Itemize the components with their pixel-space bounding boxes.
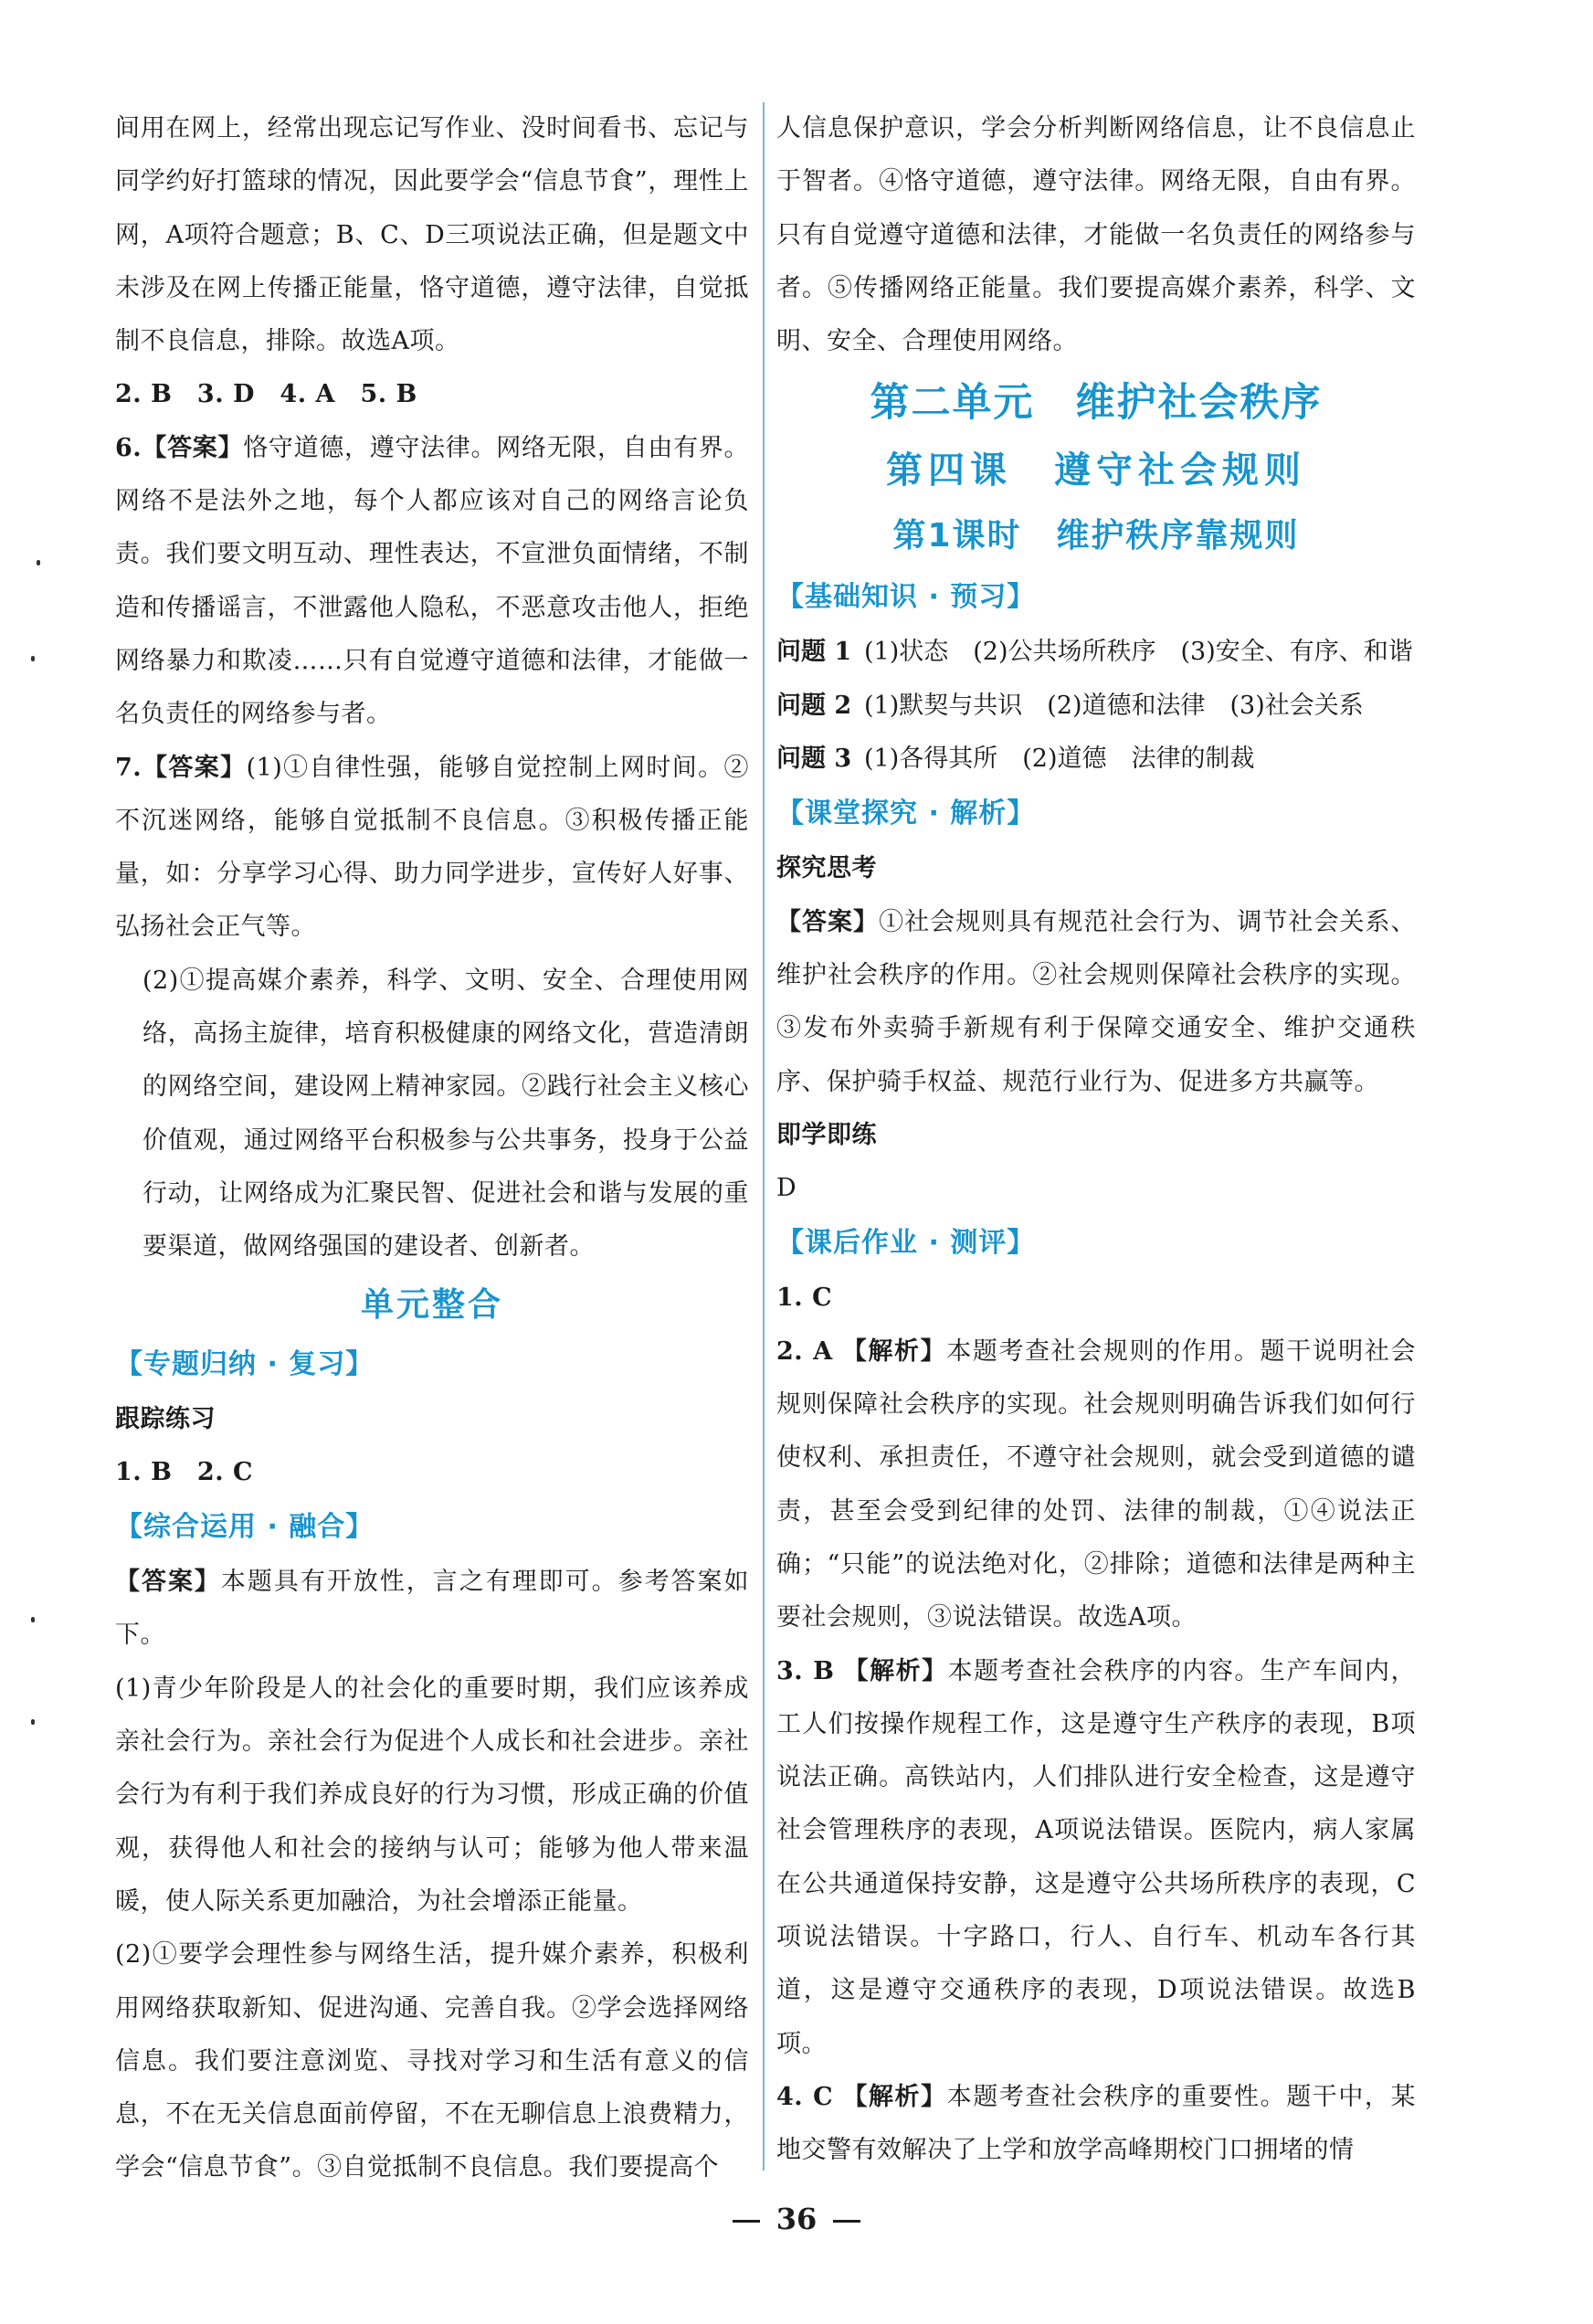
question-7-answer-part2: (2)①提高媒介素养，科学、文明、安全、合理使用网络，高扬主旋律，培育积极健康的网络文化，营造清朗的网络空间，建设网上精神家园。②践行社会主义核心价值观，通过网络平台积极参与公共事务，投身于公益行动，让网络成为汇聚民智、促进社会和谐与发展的重要渠道，做网络强国的建设者、创新者。 bbox=[142, 966, 749, 1262]
question-number: 6. bbox=[115, 433, 142, 462]
page-number-dash bbox=[733, 2220, 760, 2223]
homework-answer-3 bbox=[776, 1645, 1416, 2071]
answer-tag: 【答案】 bbox=[115, 1568, 221, 1597]
page-number-dash bbox=[833, 2220, 860, 2223]
left-column bbox=[115, 102, 749, 2195]
comprehensive-answer bbox=[115, 1556, 749, 1663]
subsection-title: 即学即练 bbox=[776, 1120, 877, 1149]
answer-text: (1)①自律性强，能够自觉控制上网时间。②不沉迷网络，能够自觉抵制不良信息。③积极传播正能量，如：分享学习心得、助力同学进步，宣传好人好事、弘扬社会正气等。 bbox=[115, 753, 750, 942]
section-heading: 【基础知识 · 预习】 bbox=[776, 581, 1036, 614]
answer-list: 1. C bbox=[776, 1283, 833, 1313]
comprehensive-answer-part1: (1)青少年阶段是人的社会化的重要时期，我们应该养成亲社会行为。亲社会行为促进个人成长和社会进步。亲社会行为有利于我们养成良好的行为习惯，形成正确的价值观，获得他人和社会的接纳与认可；能够为他人带来温暖，使人际关系更加融洽，为社会增添正能量。 bbox=[115, 1674, 749, 1916]
analysis-text: 本题考查社会规则的作用。题干说明社会规则保障社会秩序的实现。社会规则明确告诉我们如何行使权利、承担责任，不遵守社会规则，就会受到道德的谴责，甚至会受到纪律的处罚、法律的制裁，①④说法正确；“只能”的说法绝对化，②排除；道德和法律是两种主要社会规则，③说法错误。故选A项。 bbox=[776, 1336, 1416, 1632]
homework-answer-2 bbox=[776, 1326, 1416, 1645]
lesson-heading: 第四课 遵守社会规则 bbox=[886, 449, 1306, 492]
column-divider bbox=[763, 102, 765, 2171]
answer-tag: 【答案】 bbox=[142, 753, 247, 782]
analysis-tag: 【解析】 bbox=[843, 1656, 948, 1685]
analysis-tag: 【解析】 bbox=[842, 2082, 947, 2111]
question-7-answer bbox=[115, 742, 749, 955]
right-column bbox=[776, 102, 1416, 2178]
scan-mark bbox=[37, 560, 40, 565]
scan-mark bbox=[31, 656, 35, 661]
basic-question-row bbox=[776, 733, 1416, 786]
section-heading: 【课后作业 · 测评】 bbox=[776, 1227, 1036, 1260]
question-label: 问题 1 bbox=[776, 638, 852, 667]
question-label: 问题 2 bbox=[776, 691, 852, 720]
basic-question-row bbox=[776, 626, 1416, 679]
answer-text: ①社会规则具有规范社会行为、调节社会关系、维护社会秩序的作用。②社会规则保障社会秩序的实现。③发布外卖骑手新规有利于保障交通安全、维护交通秩序、保护骑手权益、规范行业行为、促进多方共赢等。 bbox=[776, 907, 1417, 1096]
explore-answer bbox=[776, 896, 1416, 1109]
basic-question-row bbox=[776, 680, 1416, 733]
subsection-title: 探究思考 bbox=[776, 854, 877, 883]
question-number: 4. C bbox=[776, 2082, 834, 2111]
comprehensive-answer-part2: (2)①要学会理性参与网络生活，提升媒介素养，积极利用网络获取新知、促进沟通、完善自我。②学会选择网络信息。我们要注意浏览、寻找对学习和生活有意义的信息，不在无关信息面前停留，不在无聊信息上浪费精力，学会“信息节食”。③自觉抵制不良信息。我们要提高个 bbox=[115, 1940, 749, 2182]
question-answer: (1)默契与共识 (2)道德和法律 (3)社会关系 bbox=[864, 691, 1364, 720]
section-heading: 【课堂探究 · 解析】 bbox=[776, 798, 1036, 830]
class-hour-heading: 第1课时 维护秩序靠规则 bbox=[892, 517, 1300, 555]
section-heading: 【专题归纳 · 复习】 bbox=[115, 1347, 375, 1380]
practice-answer: D bbox=[776, 1174, 797, 1203]
scan-mark bbox=[31, 1719, 35, 1725]
answer-list: 2. B 3. D 4. A 5. B bbox=[115, 380, 417, 409]
answer-tag: 【答案】 bbox=[142, 433, 244, 462]
question-answer: (1)各得其所 (2)道德 法律的制裁 bbox=[864, 745, 1255, 774]
scan-mark bbox=[31, 1617, 35, 1622]
question-6-answer bbox=[115, 422, 749, 742]
subsection-title: 跟踪练习 bbox=[115, 1404, 216, 1433]
question-answer: (1)状态 (2)公共场所秩序 (3)安全、有序、和谐 bbox=[864, 638, 1413, 667]
answer-paragraph: 人信息保护意识，学会分析判断网络信息，让不良信息止于智者。④恪守道德，遵守法律。网络无限，自由有界。只有自觉遵守道德和法律，才能做一名负责任的网络参与者。⑤传播网络正能量。我们要提高媒介素养，科学、文明、安全、合理使用网络。 bbox=[776, 114, 1416, 356]
question-number: 3. B bbox=[776, 1656, 835, 1685]
homework-answer-4 bbox=[776, 2071, 1416, 2178]
question-number: 2. A bbox=[776, 1336, 833, 1366]
answer-list: 1. B 2. C bbox=[115, 1457, 253, 1486]
question-label: 问题 3 bbox=[776, 745, 852, 774]
question-number: 7. bbox=[115, 753, 142, 782]
answer-text: 本题具有开放性，言之有理即可。参考答案如下。 bbox=[115, 1568, 750, 1650]
analysis-text: 本题考查社会秩序的内容。生产车间内，工人们按操作规程工作，这是遵守生产秩序的表现，B项说法正确。高铁站内，人们排队进行安全检查，这是遵守社会管理秩序的表现，A项说法错误。医院内，病人家属在公共通道保持安静，这是遵守公共场所秩序的表现，C项说法错误。十字路口，行人、自行车、机动车各行其道，这是遵守交通秩序的表现，D项说法错误。故选B项。 bbox=[776, 1656, 1416, 2058]
answer-paragraph: 间用在网上，经常出现忘记写作业、没时间看书、忘记与同学约好打篮球的情况，因此要学会“信息节食”，理性上网，A项符合题意；B、C、D三项说法正确，但是题文中未涉及在网上传播正能量，恪守道德，遵守法律，自觉抵制不良信息，排除。故选A项。 bbox=[115, 114, 749, 356]
page-number bbox=[0, 2202, 1593, 2236]
answer-tag: 【答案】 bbox=[776, 907, 880, 936]
unit-heading: 第二单元 维护社会秩序 bbox=[870, 380, 1323, 427]
answer-text: 恪守道德，遵守法律。网络无限，自由有界。网络不是法外之地，每个人都应该对自己的网络言论负责。我们要文明互动、理性表达，不宣泄负面情绪，不制造和传播谣言，不泄露他人隐私，不恶意攻击他人，拒绝网络暴力和欺凌……只有自觉遵守道德和法律，才能做一名负责任的网络参与者。 bbox=[115, 433, 750, 729]
analysis-text: 本题考查社会秩序的重要性。题干中，某地交警有效解决了上学和放学高峰期校门口拥堵的情 bbox=[776, 2082, 1417, 2165]
unit-summary-title: 单元整合 bbox=[360, 1285, 503, 1324]
page-number-value: 36 bbox=[775, 2202, 818, 2236]
section-heading: 【综合运用 · 融合】 bbox=[115, 1511, 375, 1544]
analysis-tag: 【解析】 bbox=[841, 1336, 947, 1366]
